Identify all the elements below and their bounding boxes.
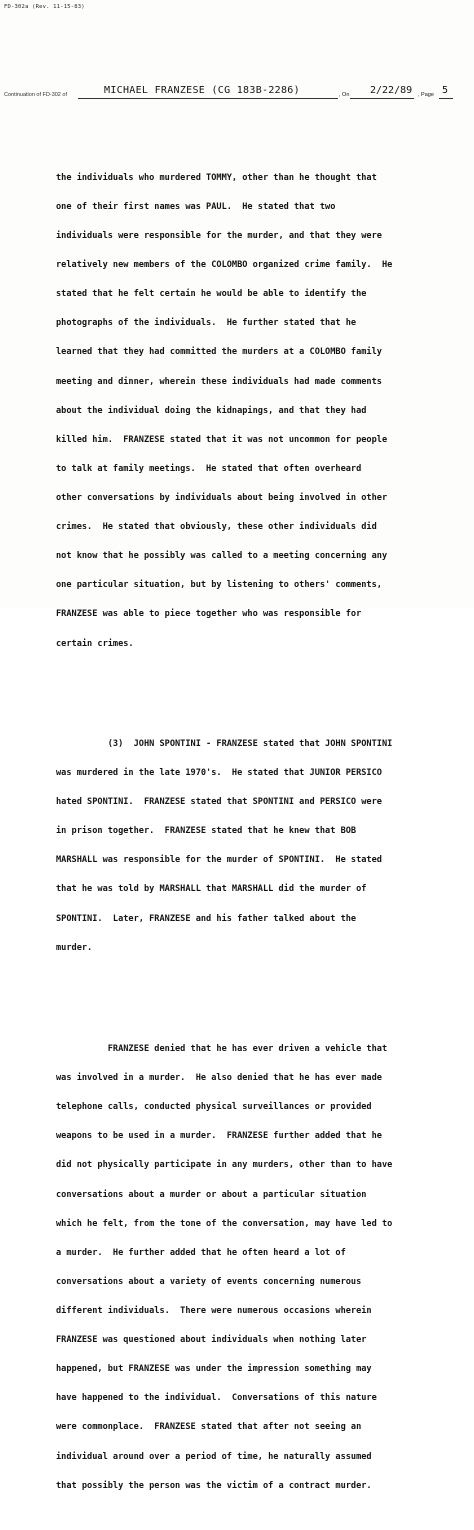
text-line: was murdered in the late 1970's. He stated that JUNIOR PERSICO xyxy=(56,768,382,778)
page-underline xyxy=(439,98,453,99)
text-line: was involved in a murder. He also denied that he has ever made xyxy=(56,1073,382,1084)
text-line: killed him. FRANZESE stated that it was not uncommon for people xyxy=(56,434,388,445)
continuation-header xyxy=(4,86,470,100)
text-line: photographs of the individuals. He further stated that he xyxy=(56,318,357,329)
text-line: happened, but FRANZESE was under the impression something may xyxy=(56,1364,372,1375)
subject-name: MICHAEL FRANZESE (CG 183B-2286) xyxy=(104,85,300,96)
text-line: other conversations by individuals about being involved in other xyxy=(56,493,388,504)
text-line: conversations about a variety of events concerning numerous xyxy=(56,1276,362,1287)
interview-date: 2/22/89 xyxy=(370,85,413,96)
text-line: stated that he felt certain he would be able to identify the xyxy=(56,289,367,300)
text-line: certain crimes. xyxy=(56,638,134,649)
text-line: the individuals who murdered TOMMY, other than he thought that xyxy=(56,172,377,183)
form-identifier: FD-302a (Rev. 11-15-83) xyxy=(4,4,85,10)
text-line: weapons to be used in a murder. FRANZESE further added that he xyxy=(56,1131,382,1142)
text-line: different individuals. There were numerous occasions wherein xyxy=(56,1305,372,1316)
page-number: 5 xyxy=(442,85,449,96)
text-line: learned that they had committed the murders at a COLOMBO family xyxy=(56,347,382,358)
text-line: relatively new members of the COLOMBO organized crime family. He xyxy=(56,260,393,271)
text-line: one of their first names was PAUL. He stated that two xyxy=(56,201,336,212)
on-label: , On xyxy=(339,92,350,98)
text-line: about the individual doing the kidnapings, and that they had xyxy=(56,405,367,416)
text-line: individual around over a period of time, he naturally assumed xyxy=(56,1451,372,1462)
page-label: , Page xyxy=(418,92,434,98)
paragraph-gap xyxy=(56,992,446,1006)
text-line: conversations about a murder or about a particular situation xyxy=(56,1189,367,1200)
text-line: meeting and dinner, wherein these individuals had made comments xyxy=(56,376,382,387)
continuation-label: Continuation of FD-302 of xyxy=(4,92,67,98)
paragraph-1 xyxy=(56,154,446,668)
subject-underline xyxy=(78,98,338,99)
text-line: one particular situation, but by listening to others' comments, xyxy=(56,580,382,591)
text-line: were commonplace. FRANZESE stated that after not seeing an xyxy=(56,1422,362,1433)
text-line: not know that he possibly was called to a meeting concerning any xyxy=(56,551,388,562)
text-line: which he felt, from the tone of the conversation, may have led to xyxy=(56,1218,393,1229)
text-line: in prison together. FRANZESE stated that he knew that BOB xyxy=(56,826,357,837)
text-line: that he was told by MARSHALL that MARSHALL did the murder of xyxy=(56,884,367,895)
text-line: SPONTINI. Later, FRANZESE and his father talked about the xyxy=(56,913,357,924)
paragraph-2 xyxy=(56,720,446,972)
text-line: murder. xyxy=(56,942,93,953)
date-underline xyxy=(350,98,414,99)
text-line: a murder. He further added that he often heard a lot of xyxy=(56,1247,346,1258)
text-line: (3) JOHN SPONTINI - FRANZESE stated that JOHN SPONTINI xyxy=(56,738,393,749)
text-line: have happened to the individual. Conversations of this nature xyxy=(56,1393,377,1404)
text-line: FRANZESE was questioned about individuals when nothing later xyxy=(56,1335,367,1346)
paragraph-3 xyxy=(56,1026,446,1511)
text-line: MARSHALL was responsible for the murder of SPONTINI. He stated xyxy=(56,855,382,866)
paragraph-gap xyxy=(56,688,446,701)
text-line: telephone calls, conducted physical surveillances or provided xyxy=(56,1102,372,1113)
text-line: did not physically participate in any murders, other than to have xyxy=(56,1160,393,1171)
text-line: hated SPONTINI. FRANZESE stated that SPONTINI and PERSICO were xyxy=(56,797,382,808)
document-body xyxy=(56,135,446,1530)
text-line: FRANZESE denied that he has ever driven a vehicle that xyxy=(56,1043,388,1054)
text-line: to talk at family meetings. He stated that often overheard xyxy=(56,463,362,474)
text-line: crimes. He stated that obviously, these other individuals did xyxy=(56,522,377,533)
text-line: individuals were responsible for the murder, and that they were xyxy=(56,231,382,242)
text-line: FRANZESE was able to piece together who was responsible for xyxy=(56,609,362,620)
text-line: that possibly the person was the victim of a contract murder. xyxy=(56,1480,372,1491)
